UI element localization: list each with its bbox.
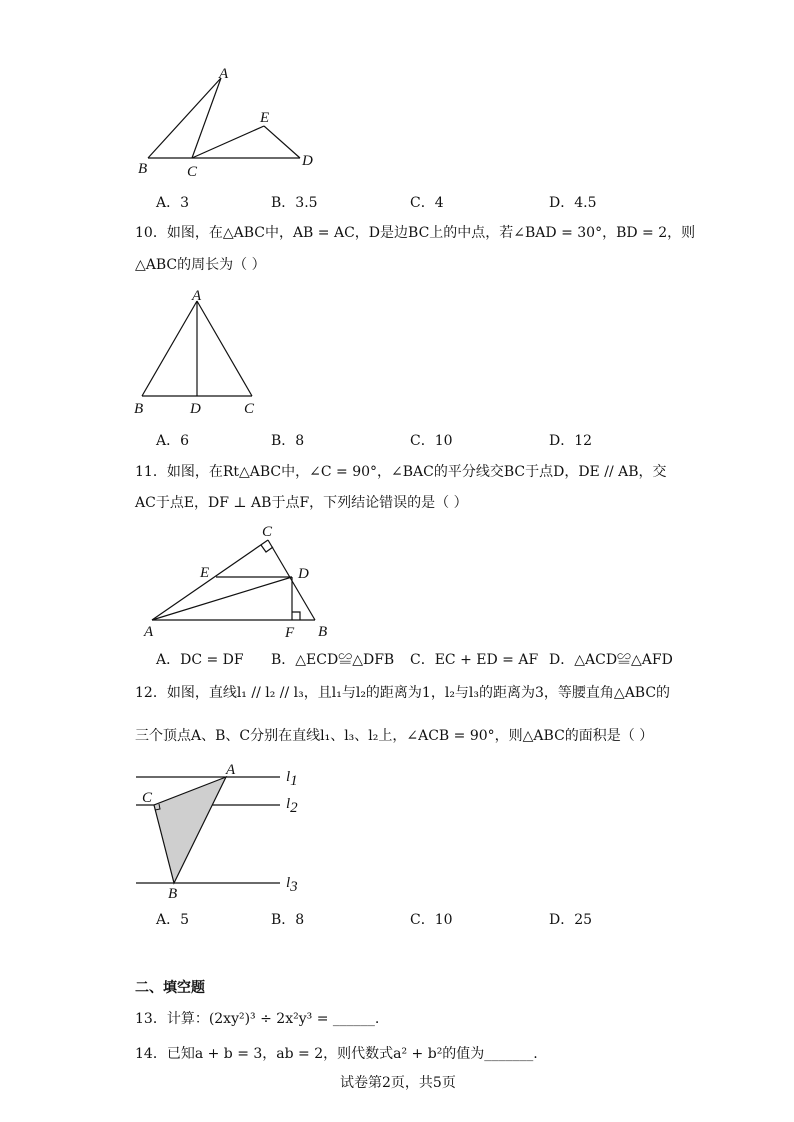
q11-label-e: E	[200, 565, 210, 581]
q12-label-l3: l3	[286, 875, 298, 895]
q11-figure	[140, 520, 340, 642]
q9-label-a: A	[219, 66, 229, 82]
q10-option-b[interactable]: B．8	[271, 433, 305, 449]
page-footer: 试卷第2页，共5页	[340, 1075, 456, 1091]
q12-option-b[interactable]: B．8	[271, 912, 305, 928]
q9-option-a[interactable]: A．3	[156, 195, 190, 211]
q11-label-a: A	[144, 624, 154, 640]
q12-label-a: A	[226, 762, 236, 778]
q11-label-c: C	[262, 524, 273, 540]
q12-label-b: B	[168, 886, 178, 902]
q9-label-d: D	[302, 153, 313, 169]
q14-stem: 14．已知a + b = 3，ab = 2，则代数式a² + b²的值为_______.	[135, 1046, 538, 1062]
q11-option-c[interactable]: C．EC + ED = AF	[410, 652, 539, 668]
q11-option-a[interactable]: A．DC = DF	[156, 652, 244, 668]
q10-option-c[interactable]: C．10	[410, 433, 453, 449]
q10-label-c: C	[244, 401, 255, 417]
q9-label-e: E	[260, 110, 270, 126]
q9-option-d[interactable]: D．4.5	[549, 195, 597, 211]
q10-stem-line2: △ABC的周长为（ ）	[135, 257, 266, 273]
q12-label-l2: l2	[286, 796, 298, 816]
q9-option-b[interactable]: B．3.5	[271, 195, 318, 211]
q10-label-d: D	[190, 401, 201, 417]
q12-option-a[interactable]: A．5	[156, 912, 190, 928]
q10-label-b: B	[134, 401, 144, 417]
q11-stem-line2: AC于点E，DF ⊥ AB于点F，下列结论错误的是（ ）	[135, 495, 468, 511]
q9-label-c: C	[187, 164, 198, 180]
q10-option-a[interactable]: A．6	[156, 433, 190, 449]
q12-label-c: C	[142, 790, 153, 806]
q9-label-b: B	[138, 161, 148, 177]
q12-option-c[interactable]: C．10	[410, 912, 453, 928]
q13-stem: 13．计算：(2xy²)³ ÷ 2x²y³ = ______.	[135, 1011, 380, 1027]
q12-label-l1: l1	[286, 769, 298, 789]
q12-stem-line2: 三个顶点A、B、C分别在直线l₁、l₃、l₂上，∠ACB = 90°，则△ABC的面积是（ ）	[135, 728, 654, 744]
q12-figure	[130, 758, 320, 904]
q11-option-d[interactable]: D．△ACD≌△AFD	[549, 652, 673, 668]
q12-option-d[interactable]: D．25	[549, 912, 593, 928]
q11-option-b[interactable]: B．△ECD≌△DFB	[271, 652, 395, 668]
q11-label-f: F	[285, 625, 295, 641]
q11-label-b: B	[318, 624, 328, 640]
section-title-fill-in: 二、填空题	[135, 980, 205, 996]
q10-stem-line1: 10．如图，在△ABC中，AB = AC，D是边BC上的中点，若∠BAD = 30°，BD = 2，则	[135, 225, 696, 241]
q10-label-a: A	[192, 288, 202, 304]
q10-figure	[130, 286, 270, 418]
q9-option-c[interactable]: C．4	[410, 195, 444, 211]
q11-label-d: D	[298, 566, 309, 582]
q11-stem-line1: 11．如图，在Rt△ABC中，∠C = 90°，∠BAC的平分线交BC于点D，DE // AB，交	[135, 464, 667, 480]
q10-option-d[interactable]: D．12	[549, 433, 593, 449]
q9-figure	[130, 62, 330, 180]
q12-stem-line1: 12．如图，直线l₁ // l₂ // l₃，且l₁与l₂的距离为1，l₂与l₃的距离为3，等腰直角△ABC的	[135, 685, 671, 701]
